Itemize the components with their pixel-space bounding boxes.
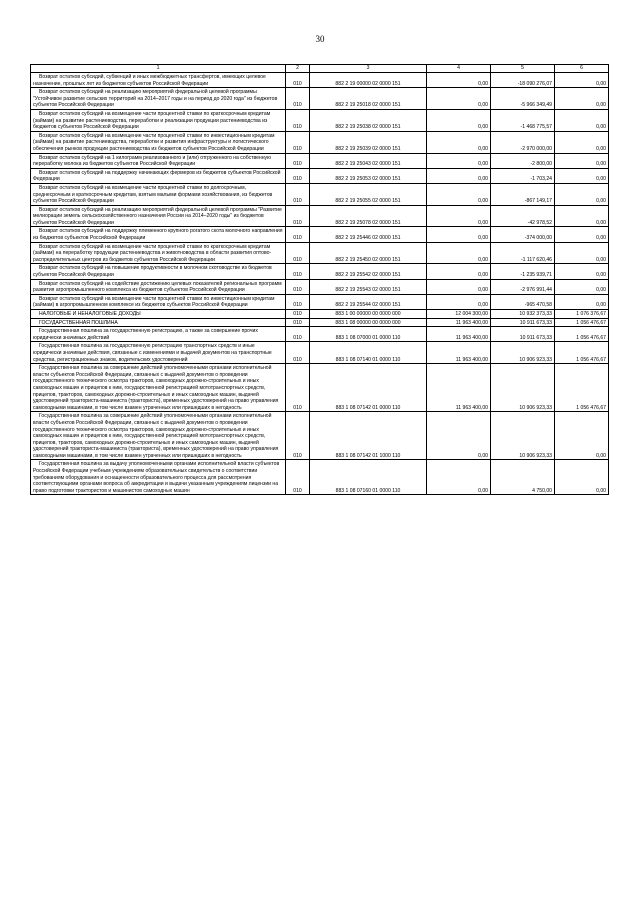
table-row bbox=[31, 73, 609, 88]
row-plan-value: 0,00 bbox=[427, 168, 491, 183]
row-exec-value: -1 235 939,71 bbox=[491, 264, 555, 279]
row-unexec-value: 1 056 476,67 bbox=[555, 327, 609, 342]
row-name: Государственная пошлина за совершение действий уполномоченными органами исполнительной власти субъектов Российской Федерации, связанных с выдачей документов о проведении государственного технического осмотра тракторов, самоходных дорожно-строительных и иных самоходных машин и прицепов к ним, государственной регистрацией мототранспортных средств, прицепов, тракторов, самоходных дорожно-строительных и иных самоходных машин, выдачей удостоверений тракториста-машиниста (тракториста), временных удостоверений на право управления самоходными машинами, в том числе взамен утраченных или пришедших в негодность bbox=[31, 364, 286, 412]
row-name: Возврат остатков субсидий на 1 килограмм реализованного и (или) отгруженного на собственную переработку молока из бюджетов субъектов Российской Федерации bbox=[31, 153, 286, 168]
table-row bbox=[31, 153, 609, 168]
column-header: 2 bbox=[286, 65, 310, 73]
table-row bbox=[31, 342, 609, 364]
row-unexec-value: 0,00 bbox=[555, 264, 609, 279]
row-plan-value: 0,00 bbox=[427, 73, 491, 88]
table-row bbox=[31, 412, 609, 460]
row-income-code: 883 1 08 00000 00 0000 000 bbox=[310, 318, 427, 327]
row-unexec-value: 1 056 476,67 bbox=[555, 342, 609, 364]
row-income-code: 882 2 19 25078 02 0000 151 bbox=[310, 205, 427, 227]
row-line-code: 010 bbox=[286, 294, 310, 309]
row-name: ГОСУДАРСТВЕННАЯ ПОШЛИНА bbox=[31, 318, 286, 327]
row-income-code: 882 2 19 25055 02 0000 151 bbox=[310, 183, 427, 205]
table-row bbox=[31, 318, 609, 327]
row-income-code: 882 2 19 25446 02 0000 151 bbox=[310, 227, 427, 242]
page-number: 30 bbox=[315, 34, 325, 44]
row-exec-value: -2 976 991,44 bbox=[491, 279, 555, 294]
row-income-code: 882 2 19 25039 02 0000 151 bbox=[310, 131, 427, 153]
row-unexec-value: 0,00 bbox=[555, 227, 609, 242]
table-row bbox=[31, 310, 609, 319]
row-unexec-value: 0,00 bbox=[555, 131, 609, 153]
column-header: 6 bbox=[555, 65, 609, 73]
row-line-code: 010 bbox=[286, 264, 310, 279]
row-line-code: 010 bbox=[286, 168, 310, 183]
table-row bbox=[31, 279, 609, 294]
row-unexec-value: 1 076 376,67 bbox=[555, 310, 609, 319]
row-income-code: 882 2 19 25038 02 0000 151 bbox=[310, 109, 427, 131]
row-name: Государственная пошлина за совершение действий уполномоченными органами исполнительной власти субъектов Российской Федерации, связанных с выдачей документов о проведении государственного технического осмотра тракторов, самоходных дорожно-строительных и иных самоходных машин и прицепов к ним, государственной регистрацией мототранспортных средств, прицепов, тракторов, самоходных дорожно-строительных и иных самоходных машин, выдачей удостоверений тракториста-машиниста (тракториста), временных удостоверений на право управления самоходными машинами, в том числе взамен утраченных или пришедших в негодность bbox=[31, 412, 286, 460]
column-header: 4 bbox=[427, 65, 491, 73]
row-exec-value: -18 090 276,07 bbox=[491, 73, 555, 88]
row-line-code: 010 bbox=[286, 227, 310, 242]
row-income-code: 883 1 00 00000 00 0000 000 bbox=[310, 310, 427, 319]
row-name: Возврат остатков субсидий на реализацию мероприятий федеральной целевой программы "Развитие мелиорации земель сельскохозяйственного назначения России на 2014–2020 годы" из бюджетов субъектов Российской Федерации bbox=[31, 205, 286, 227]
row-exec-value: -867 149,17 bbox=[491, 183, 555, 205]
row-name: Возврат остатков субсидий на поддержку начинающих фермеров из бюджетов субъектов Российской Федерации bbox=[31, 168, 286, 183]
table-row bbox=[31, 109, 609, 131]
row-unexec-value: 0,00 bbox=[555, 242, 609, 264]
row-unexec-value: 0,00 bbox=[555, 460, 609, 495]
row-line-code: 010 bbox=[286, 242, 310, 264]
row-name: Возврат остатков субсидий на возмещение части процентной ставки по инвестиционным кредитам (займам) на развитие растениеводства, переработки и развития инфраструктуры и логистического обеспечения рынков продукции растениеводства из бюджетов субъектов Российской Федерации bbox=[31, 131, 286, 153]
row-name: Возврат остатков субсидий на реализацию мероприятий федеральной целевой программы "Устойчивое развитие сельских территорий на 2014–2017 годы и на период до 2020 года" из бюджетов субъектов Российской Федерации bbox=[31, 88, 286, 110]
row-exec-value: -5 966 349,49 bbox=[491, 88, 555, 110]
row-income-code: 883 1 08 07140 01 0000 110 bbox=[310, 342, 427, 364]
row-name: Возврат остатков субсидий на повышение продуктивности в молочном скотоводстве из бюджетов субъектов Российской Федерации bbox=[31, 264, 286, 279]
row-exec-value: -374 000,00 bbox=[491, 227, 555, 242]
row-line-code: 010 bbox=[286, 131, 310, 153]
row-plan-value: 11 963 400,00 bbox=[427, 318, 491, 327]
row-exec-value: -2 970 000,00 bbox=[491, 131, 555, 153]
row-name: Возврат остатков субсидий, субвенций и иных межбюджетных трансфертов, имеющих целевое назначение, прошлых лет из бюджетов субъектов Российской Федерации bbox=[31, 73, 286, 88]
table-row bbox=[31, 364, 609, 412]
row-income-code: 883 1 08 07160 01 0000 110 bbox=[310, 460, 427, 495]
row-exec-value: 10 932 373,33 bbox=[491, 310, 555, 319]
row-unexec-value: 0,00 bbox=[555, 294, 609, 309]
row-unexec-value: 0,00 bbox=[555, 412, 609, 460]
table-row bbox=[31, 168, 609, 183]
row-line-code: 010 bbox=[286, 73, 310, 88]
row-plan-value: 0,00 bbox=[427, 279, 491, 294]
table-row bbox=[31, 88, 609, 110]
row-line-code: 010 bbox=[286, 364, 310, 412]
row-exec-value: -1 117 620,46 bbox=[491, 242, 555, 264]
row-exec-value: 10 911 673,33 bbox=[491, 327, 555, 342]
row-name: Возврат остатков субсидий на возмещение части процентной ставки по долгосрочным, среднесрочным и краткосрочным кредитам, взятым малыми формами хозяйствования, из бюджетов субъектов Российской Федерации bbox=[31, 183, 286, 205]
row-income-code: 882 2 19 25018 02 0000 151 bbox=[310, 88, 427, 110]
row-line-code: 010 bbox=[286, 460, 310, 495]
table-row bbox=[31, 131, 609, 153]
row-income-code: 882 2 19 25542 02 0000 151 bbox=[310, 264, 427, 279]
row-plan-value: 12 004 300,00 bbox=[427, 310, 491, 319]
row-plan-value: 0,00 bbox=[427, 131, 491, 153]
header-row bbox=[31, 65, 609, 73]
row-unexec-value: 0,00 bbox=[555, 279, 609, 294]
column-header: 1 bbox=[31, 65, 286, 73]
row-plan-value: 0,00 bbox=[427, 227, 491, 242]
row-unexec-value: 0,00 bbox=[555, 153, 609, 168]
row-plan-value: 0,00 bbox=[427, 153, 491, 168]
row-plan-value: 0,00 bbox=[427, 242, 491, 264]
row-plan-value: 11 963 400,00 bbox=[427, 364, 491, 412]
row-income-code: 882 2 19 25450 02 0000 151 bbox=[310, 242, 427, 264]
row-income-code: 883 1 08 07142 01 1000 110 bbox=[310, 412, 427, 460]
row-unexec-value: 1 056 476,67 bbox=[555, 318, 609, 327]
row-unexec-value: 0,00 bbox=[555, 109, 609, 131]
report-table bbox=[30, 64, 609, 495]
row-unexec-value: 1 056 476,67 bbox=[555, 364, 609, 412]
row-plan-value: 11 963 400,00 bbox=[427, 342, 491, 364]
row-unexec-value: 0,00 bbox=[555, 88, 609, 110]
column-header: 5 bbox=[491, 65, 555, 73]
row-plan-value: 0,00 bbox=[427, 412, 491, 460]
row-line-code: 010 bbox=[286, 205, 310, 227]
row-plan-value: 0,00 bbox=[427, 460, 491, 495]
table-row bbox=[31, 294, 609, 309]
row-line-code: 010 bbox=[286, 327, 310, 342]
row-plan-value: 0,00 bbox=[427, 183, 491, 205]
column-header: 3 bbox=[310, 65, 427, 73]
row-line-code: 010 bbox=[286, 310, 310, 319]
row-exec-value: 10 906 923,33 bbox=[491, 342, 555, 364]
row-exec-value: 10 906 923,33 bbox=[491, 412, 555, 460]
row-plan-value: 0,00 bbox=[427, 205, 491, 227]
row-plan-value: 0,00 bbox=[427, 264, 491, 279]
row-income-code: 882 2 19 25544 02 0000 151 bbox=[310, 294, 427, 309]
row-line-code: 010 bbox=[286, 342, 310, 364]
row-exec-value: -965 470,58 bbox=[491, 294, 555, 309]
row-plan-value: 0,00 bbox=[427, 88, 491, 110]
row-name: Возврат остатков субсидий на возмещение части процентной ставки по инвестиционным кредитам (займам) в агропромышленном комплексе из бюджетов субъектов Российской Федерации bbox=[31, 294, 286, 309]
row-unexec-value: 0,00 bbox=[555, 168, 609, 183]
row-name: Возврат остатков субсидий на возмещение части процентной ставки по краткосрочным кредитам (займам) на развитие растениеводства, переработки и реализации продукции растениеводства из бюджетов субъектов Российской Федерации bbox=[31, 109, 286, 131]
row-plan-value: 0,00 bbox=[427, 294, 491, 309]
row-exec-value: -42 978,52 bbox=[491, 205, 555, 227]
row-exec-value: 4 750,00 bbox=[491, 460, 555, 495]
row-income-code: 883 1 08 07142 01 0000 110 bbox=[310, 364, 427, 412]
table-row bbox=[31, 227, 609, 242]
row-unexec-value: 0,00 bbox=[555, 73, 609, 88]
row-line-code: 010 bbox=[286, 183, 310, 205]
table-row bbox=[31, 264, 609, 279]
row-line-code: 010 bbox=[286, 88, 310, 110]
row-line-code: 010 bbox=[286, 153, 310, 168]
row-name: Государственная пошлина за выдачу уполномоченными органами исполнительной власти субъектов Российской Федерации учебным учреждениям образовательных свидетельств о соответствии требованиям оборудования и оснащенности образовательного процесса для рассмотрения соответствующими органами вопроса об аккредитации и выдачи указанным учреждениям лицензии на право подготовки трактористов и машинистов самоходных машин bbox=[31, 460, 286, 495]
row-name: НАЛОГОВЫЕ И НЕНАЛОГОВЫЕ ДОХОДЫ bbox=[31, 310, 286, 319]
row-name: Возврат остатков субсидий на возмещение части процентной ставки по краткосрочным кредитам (займам) на переработку продукции растениеводства и животноводства в области развития оптово-распределительных центров из бюджетов субъектов Российской Федерации bbox=[31, 242, 286, 264]
table-row bbox=[31, 242, 609, 264]
row-income-code: 882 2 19 25043 02 0000 151 bbox=[310, 153, 427, 168]
table-row bbox=[31, 460, 609, 495]
row-income-code: 882 2 19 25543 02 0000 151 bbox=[310, 279, 427, 294]
row-exec-value: -1 468 775,57 bbox=[491, 109, 555, 131]
row-exec-value: 10 911 673,33 bbox=[491, 318, 555, 327]
row-income-code: 882 2 19 00000 02 0000 151 bbox=[310, 73, 427, 88]
row-income-code: 882 2 19 25053 02 0000 151 bbox=[310, 168, 427, 183]
row-line-code: 010 bbox=[286, 109, 310, 131]
row-name: Возврат остатков субсидий на поддержку племенного крупного рогатого скота молочного направления из бюджетов субъектов Российской Федерации bbox=[31, 227, 286, 242]
row-unexec-value: 0,00 bbox=[555, 205, 609, 227]
table-row bbox=[31, 183, 609, 205]
row-name: Возврат остатков субсидий на содействие достижению целевых показателей региональных программ развития агропромышленного комплекса из бюджетов субъектов Российской Федерации bbox=[31, 279, 286, 294]
row-plan-value: 11 963 400,00 bbox=[427, 327, 491, 342]
row-plan-value: 0,00 bbox=[427, 109, 491, 131]
row-line-code: 010 bbox=[286, 279, 310, 294]
row-exec-value: 10 906 923,33 bbox=[491, 364, 555, 412]
row-exec-value: -2 800,00 bbox=[491, 153, 555, 168]
row-exec-value: -1 703,24 bbox=[491, 168, 555, 183]
table-row bbox=[31, 205, 609, 227]
row-name: Государственная пошлина за государственную регистрацию транспортных средств и иные юридически значимые действия, связанные с изменениями и выдачей документов на транспортные средства, регистрационных знаков, водительских удостоверений bbox=[31, 342, 286, 364]
table-row bbox=[31, 327, 609, 342]
row-unexec-value: 0,00 bbox=[555, 183, 609, 205]
row-line-code: 010 bbox=[286, 318, 310, 327]
row-line-code: 010 bbox=[286, 412, 310, 460]
table-body bbox=[31, 73, 609, 495]
row-income-code: 883 1 08 07000 01 0000 110 bbox=[310, 327, 427, 342]
row-name: Государственная пошлина за государственную регистрацию, а также за совершение прочих юридически значимых действий bbox=[31, 327, 286, 342]
